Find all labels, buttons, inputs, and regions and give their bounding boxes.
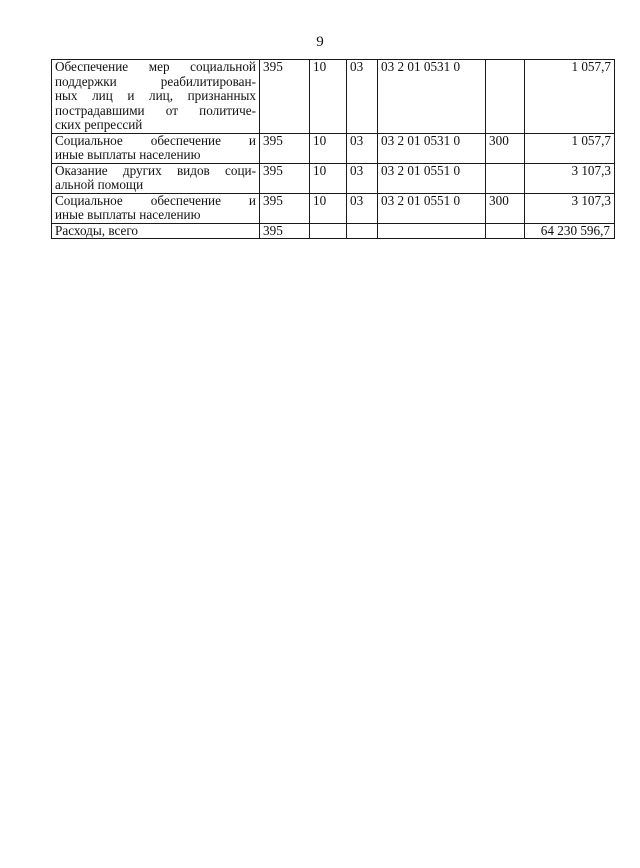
ministry-code: 395 xyxy=(260,223,310,239)
row-name-cell xyxy=(52,193,260,223)
section-code: 10 xyxy=(310,60,347,134)
expenditure-table xyxy=(51,59,615,239)
target-code xyxy=(378,223,486,239)
row-name-line: ских репрессий xyxy=(55,117,143,132)
row-name-line: Социальное обеспечение и xyxy=(55,133,256,148)
row-name-cell xyxy=(52,133,260,163)
section-code: 10 xyxy=(310,193,347,223)
row-name-line: иные выплаты населению xyxy=(55,147,201,162)
row-name-cell xyxy=(52,163,260,193)
page-number: 9 xyxy=(316,34,324,50)
total-row xyxy=(52,223,615,239)
section-code: 10 xyxy=(310,163,347,193)
ministry-code: 395 xyxy=(260,193,310,223)
target-code: 03 2 01 0551 0 xyxy=(378,163,486,193)
target-code: 03 2 01 0531 0 xyxy=(378,133,486,163)
amount: 3 107,3 xyxy=(525,193,615,223)
total-label: Расходы, всего xyxy=(52,223,260,239)
expense-type-code: 300 xyxy=(486,133,525,163)
subsection-code: 03 xyxy=(347,193,378,223)
row-name-line: пострадавшими от политиче- xyxy=(55,102,256,118)
section-code xyxy=(310,223,347,239)
total-amount: 64 230 596,7 xyxy=(525,223,615,239)
row-name-line: иные выплаты населению xyxy=(55,207,201,222)
expense-type-code xyxy=(486,60,525,134)
subsection-code: 03 xyxy=(347,133,378,163)
table-row xyxy=(52,133,615,163)
expense-type-code: 300 xyxy=(486,193,525,223)
expense-type-code xyxy=(486,223,525,239)
row-name-line: Социальное обеспечение и xyxy=(55,193,256,208)
subsection-code: 03 xyxy=(347,163,378,193)
target-code: 03 2 01 0531 0 xyxy=(378,60,486,134)
expense-type-code xyxy=(486,163,525,193)
ministry-code: 395 xyxy=(260,163,310,193)
subsection-code xyxy=(347,223,378,239)
amount: 1 057,7 xyxy=(525,133,615,163)
row-name-line: поддержки реабилитирован- xyxy=(55,73,256,89)
row-name-line: Оказание других видов соци- xyxy=(55,163,256,178)
amount: 1 057,7 xyxy=(525,60,615,134)
row-name-cell xyxy=(52,60,260,134)
ministry-code: 395 xyxy=(260,60,310,134)
ministry-code: 395 xyxy=(260,133,310,163)
row-name-line: Обеспечение мер социальной xyxy=(55,59,256,74)
section-code: 10 xyxy=(310,133,347,163)
target-code: 03 2 01 0551 0 xyxy=(378,193,486,223)
table-row xyxy=(52,60,615,134)
table-row xyxy=(52,163,615,193)
subsection-code: 03 xyxy=(347,60,378,134)
amount: 3 107,3 xyxy=(525,163,615,193)
table-row xyxy=(52,193,615,223)
row-name-line: ных лиц и лиц, признанных xyxy=(55,88,256,103)
row-name-line: альной помощи xyxy=(55,177,144,192)
